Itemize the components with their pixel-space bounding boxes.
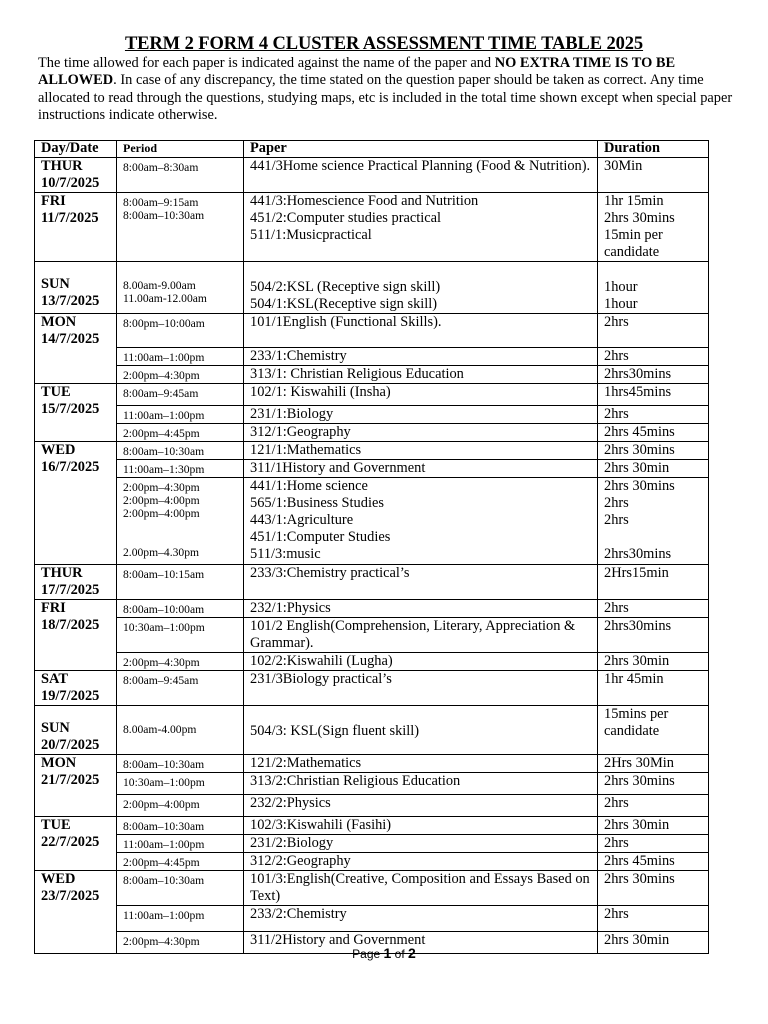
duration-cell — [598, 773, 709, 795]
paper-text: 504/2:KSL (Receptive sign skill) — [250, 279, 441, 295]
duration-cell — [598, 348, 709, 366]
duration-text: 15mins per candidate — [604, 706, 669, 739]
period-cell — [117, 653, 244, 671]
duration-text: 1hr 45min — [604, 671, 664, 687]
header-day-date: Day/Date — [35, 141, 117, 158]
duration-cell — [598, 600, 709, 618]
duration-text: 2hrs 30mins — [604, 773, 675, 789]
day-date-text: SUN — [41, 720, 70, 736]
period-cell — [117, 773, 244, 795]
period-text: 2:00pm–4:30pm — [123, 481, 200, 494]
paper-text: 313/1: Christian Religious Education — [250, 366, 464, 382]
duration-text: 2hrs 30min — [604, 460, 670, 476]
duration-text: 2hrs30mins — [604, 366, 672, 382]
table-row — [35, 424, 709, 442]
period-text: 8:00am–9:15am — [123, 196, 199, 209]
table-row — [35, 478, 709, 565]
paper-text: 102/1: Kiswahili (Insha) — [250, 384, 391, 400]
day-date-text: FRI — [41, 600, 66, 616]
timetable — [34, 140, 709, 954]
duration-cell — [598, 795, 709, 817]
duration-text: 2hrs 30mins — [604, 210, 675, 226]
duration-cell — [598, 478, 709, 565]
duration-text: 1hrs45mins — [604, 384, 672, 400]
day-date-text: 22/7/2025 — [41, 834, 100, 850]
period-text — [123, 533, 243, 546]
duration-text: 1hour — [604, 296, 638, 312]
header-period: Period — [117, 141, 244, 158]
period-cell — [117, 853, 244, 871]
period-text: 8.00am-4.00pm — [123, 723, 197, 736]
table-row — [35, 314, 709, 348]
paper-text: 441/1:Home science — [250, 478, 368, 494]
day-date-text: 20/7/2025 — [41, 737, 100, 753]
period-text: 11:00am–1:00pm — [123, 838, 205, 851]
period-text: 11.00am-12.00am — [123, 292, 207, 305]
table-row — [35, 600, 709, 618]
period-text: 8:00am–10:30am — [123, 445, 205, 458]
paper-text: 312/1:Geography — [250, 424, 351, 440]
period-cell — [117, 406, 244, 424]
paper-text: 504/1:KSL(Receptive sign skill) — [250, 296, 438, 312]
paper-cell — [244, 406, 598, 424]
timetable-body — [35, 158, 709, 954]
day-date-text: WED — [41, 871, 76, 887]
period-cell — [117, 442, 244, 460]
table-row — [35, 706, 709, 755]
table-row — [35, 348, 709, 366]
day-date-cell — [35, 442, 117, 565]
duration-cell — [598, 193, 709, 262]
footer-of-word: of — [391, 947, 409, 961]
table-row — [35, 871, 709, 906]
paper-text: 233/1:Chemistry — [250, 348, 347, 364]
duration-text: 2hrs — [604, 314, 629, 330]
period-text: 2:00pm–4:45pm — [123, 856, 200, 869]
day-date-text: 14/7/2025 — [41, 331, 100, 347]
document-title: TERM 2 FORM 4 CLUSTER ASSESSMENT TIME TABLE 2025 — [124, 34, 644, 54]
paper-cell — [244, 618, 598, 653]
table-row — [35, 384, 709, 406]
day-date-text: SUN — [41, 276, 70, 292]
duration-cell — [598, 653, 709, 671]
duration-text: 2hrs30mins — [604, 546, 672, 562]
duration-cell — [598, 871, 709, 906]
day-date-text: MON — [41, 314, 77, 330]
duration-cell — [598, 406, 709, 424]
paper-cell — [244, 424, 598, 442]
instructions-paragraph — [38, 55, 738, 124]
table-row — [35, 158, 709, 193]
duration-cell — [598, 384, 709, 406]
duration-text: 30Min — [604, 158, 643, 174]
day-date-text: THUR — [41, 565, 83, 581]
period-text: 2:00pm–4:30pm — [123, 935, 200, 948]
table-row — [35, 853, 709, 871]
duration-text: 2hrs — [604, 906, 629, 922]
duration-cell — [598, 366, 709, 384]
period-text: 11:00am–1:00pm — [123, 409, 205, 422]
day-date-text: 23/7/2025 — [41, 888, 100, 904]
duration-text: 2hrs — [604, 512, 629, 528]
period-text: 8:00am–10:15am — [123, 568, 205, 581]
period-cell — [117, 193, 244, 262]
period-text: 8:00pm–10:00am — [123, 317, 205, 330]
duration-text: 2hrs 30min — [604, 817, 670, 833]
day-date-cell — [35, 565, 117, 600]
period-text: 8:00am–9:45am — [123, 674, 199, 687]
paper-text: 511/3:music — [250, 546, 321, 562]
day-date-text: 15/7/2025 — [41, 401, 100, 417]
paper-cell — [244, 653, 598, 671]
period-cell — [117, 795, 244, 817]
period-text: 2:00pm–4:45pm — [123, 427, 200, 440]
instructions-bold-text: NO EXTRA TIME IS TO BE ALLOWED — [38, 55, 676, 89]
period-text: 10:30am–1:00pm — [123, 621, 205, 634]
period-text: 8:00am–10:30am — [123, 758, 205, 771]
period-cell — [117, 424, 244, 442]
day-date-text: 19/7/2025 — [41, 688, 100, 704]
period-cell — [117, 835, 244, 853]
paper-cell — [244, 193, 598, 262]
paper-text: 233/3:Chemistry practical’s — [250, 565, 410, 581]
duration-text: 2hrs — [604, 835, 629, 851]
instructions-text-2: . In case of any discrepancy, the time stated on the question paper should be taken as correct. Any time allocated to read through the questions, studying maps, etc is included in the total time shown except when special paper instructions indicate otherwise. — [38, 72, 733, 123]
paper-cell — [244, 460, 598, 478]
paper-text: 231/3Biology practical’s — [250, 671, 392, 687]
day-date-cell — [35, 384, 117, 442]
table-row — [35, 755, 709, 773]
period-cell — [117, 478, 244, 565]
paper-text: 233/2:Chemistry — [250, 906, 347, 922]
duration-text: 2hrs 45mins — [604, 853, 675, 869]
paper-cell — [244, 158, 598, 193]
day-date-text: TUE — [41, 817, 71, 833]
paper-cell — [244, 795, 598, 817]
paper-text: 121/2:Mathematics — [250, 755, 362, 771]
period-text: 10:30am–1:00pm — [123, 776, 205, 789]
paper-text: 121/1:Mathematics — [250, 442, 362, 458]
day-date-text: 17/7/2025 — [41, 582, 100, 598]
duration-cell — [598, 158, 709, 193]
period-cell — [117, 706, 244, 755]
table-row — [35, 565, 709, 600]
paper-cell — [244, 773, 598, 795]
paper-text: 504/3: KSL(Sign fluent skill) — [250, 723, 420, 739]
table-row — [35, 835, 709, 853]
paper-text: 231/2:Biology — [250, 835, 334, 851]
duration-text: 2hrs — [604, 406, 629, 422]
duration-cell — [598, 262, 709, 314]
day-date-text: MON — [41, 755, 77, 771]
period-cell — [117, 158, 244, 193]
duration-text — [604, 529, 708, 546]
timetable-header-row — [35, 141, 709, 158]
paper-text: 101/1English (Functional Skills). — [250, 314, 442, 330]
period-cell — [117, 755, 244, 773]
day-date-text: THUR — [41, 158, 83, 174]
period-text: 2:00pm–4:30pm — [123, 369, 200, 382]
duration-cell — [598, 755, 709, 773]
paper-cell — [244, 384, 598, 406]
period-cell — [117, 906, 244, 932]
day-date-cell — [35, 706, 117, 755]
paper-cell — [244, 442, 598, 460]
paper-cell — [244, 817, 598, 835]
table-row — [35, 406, 709, 424]
period-cell — [117, 565, 244, 600]
duration-text: 15min per candidate — [604, 227, 663, 260]
period-cell — [117, 871, 244, 906]
period-text: 8:00am–9:45am — [123, 387, 199, 400]
period-cell — [117, 366, 244, 384]
period-text: 11:00am–1:00pm — [123, 351, 205, 364]
paper-text: 102/2:Kiswahili (Lugha) — [250, 653, 393, 669]
period-text: 8:00am–10:30am — [123, 874, 205, 887]
paper-text: 313/2:Christian Religious Education — [250, 773, 461, 789]
day-date-cell — [35, 314, 117, 384]
paper-cell — [244, 565, 598, 600]
duration-text: 2hrs 30min — [604, 653, 670, 669]
duration-cell — [598, 671, 709, 706]
paper-cell — [244, 755, 598, 773]
paper-cell — [244, 314, 598, 348]
duration-text: 2hrs — [604, 495, 629, 511]
instructions-text-1: The time allowed for each paper is indicated against the name of the paper and — [38, 55, 495, 71]
duration-cell — [598, 442, 709, 460]
paper-cell — [244, 600, 598, 618]
footer-page-word: Page — [352, 947, 384, 961]
paper-text: 511/1:Musicpractical — [250, 227, 372, 243]
period-text: 8:00am–10:30am — [123, 209, 205, 222]
duration-text: 2Hrs15min — [604, 565, 669, 581]
period-text — [123, 520, 243, 533]
day-date-cell — [35, 262, 117, 314]
paper-text: 451/2:Computer studies practical — [250, 210, 442, 226]
period-text: 8.00am-9.00am — [123, 279, 196, 292]
duration-cell — [598, 835, 709, 853]
day-date-text: TUE — [41, 384, 71, 400]
day-date-text: 21/7/2025 — [41, 772, 100, 788]
paper-text: 102/3:Kiswahili (Fasihi) — [250, 817, 392, 833]
duration-text: 2hrs — [604, 348, 629, 364]
duration-text: 2hrs — [604, 600, 629, 616]
paper-cell — [244, 262, 598, 314]
duration-cell — [598, 853, 709, 871]
table-row — [35, 262, 709, 314]
day-date-cell — [35, 871, 117, 954]
table-row — [35, 906, 709, 932]
period-cell — [117, 618, 244, 653]
table-row — [35, 773, 709, 795]
period-text: 2:00pm–4:00pm — [123, 798, 200, 811]
table-row — [35, 618, 709, 653]
day-date-cell — [35, 817, 117, 871]
table-row — [35, 193, 709, 262]
duration-cell — [598, 706, 709, 755]
period-cell — [117, 671, 244, 706]
paper-text: 451/1:Computer Studies — [250, 529, 391, 545]
footer-page-total: 2 — [408, 945, 416, 961]
day-date-cell — [35, 158, 117, 193]
duration-cell — [598, 314, 709, 348]
period-text: 11:00am–1:30pm — [123, 463, 205, 476]
duration-cell — [598, 460, 709, 478]
period-cell — [117, 348, 244, 366]
paper-text: 311/2History and Government — [250, 932, 426, 948]
paper-cell — [244, 478, 598, 565]
period-text: 8:00am–10:30am — [123, 820, 205, 833]
table-row — [35, 653, 709, 671]
period-text: 2:00pm–4:00pm — [123, 507, 200, 520]
table-row — [35, 795, 709, 817]
period-text: 11:00am–1:00pm — [123, 909, 205, 922]
duration-cell — [598, 565, 709, 600]
duration-text: 2Hrs 30Min — [604, 755, 674, 771]
paper-cell — [244, 366, 598, 384]
footer-page-number: 1 — [383, 945, 392, 961]
paper-text: 312/2:Geography — [250, 853, 351, 869]
page-footer — [0, 945, 768, 961]
paper-cell — [244, 871, 598, 906]
duration-text: 2hrs 30mins — [604, 871, 675, 887]
paper-cell — [244, 853, 598, 871]
day-date-text: 18/7/2025 — [41, 617, 100, 633]
period-cell — [117, 600, 244, 618]
paper-text: 441/3:Homescience Food and Nutrition — [250, 193, 479, 209]
table-row — [35, 366, 709, 384]
paper-cell — [244, 348, 598, 366]
paper-text: 565/1:Business Studies — [250, 495, 384, 511]
paper-text: 232/1:Physics — [250, 600, 331, 616]
duration-cell — [598, 424, 709, 442]
paper-cell — [244, 671, 598, 706]
period-cell — [117, 262, 244, 314]
period-cell — [117, 460, 244, 478]
table-row — [35, 671, 709, 706]
duration-text: 2hrs 30min — [604, 932, 670, 948]
period-text: 8:00am–8:30am — [123, 161, 199, 174]
paper-text: 231/1:Biology — [250, 406, 334, 422]
period-text: 2:00pm–4:00pm — [123, 494, 200, 507]
day-date-text: 10/7/2025 — [41, 175, 100, 191]
day-date-text: SAT — [41, 671, 68, 687]
duration-text: 2hrs 30mins — [604, 442, 675, 458]
day-date-text: 11/7/2025 — [41, 210, 99, 226]
day-date-cell — [35, 671, 117, 706]
period-text: 2.00pm–4.30pm — [123, 546, 200, 559]
period-text: 8:00am–10:00am — [123, 603, 205, 616]
table-row — [35, 442, 709, 460]
duration-text: 2hrs30mins — [604, 618, 672, 634]
paper-cell — [244, 706, 598, 755]
header-duration: Duration — [598, 141, 709, 158]
duration-text: 1hr 15min — [604, 193, 664, 209]
header-paper: Paper — [244, 141, 598, 158]
duration-text: 2hrs 45mins — [604, 424, 675, 440]
day-date-text: FRI — [41, 193, 66, 209]
paper-text: 232/2:Physics — [250, 795, 331, 811]
paper-text: 101/3:English(Creative, Composition and Essays Based on Text) — [250, 871, 590, 904]
period-cell — [117, 817, 244, 835]
period-text: 2:00pm–4:30pm — [123, 656, 200, 669]
paper-text: 441/3Home science Practical Planning (Food & Nutrition). — [250, 158, 591, 174]
day-date-text: 13/7/2025 — [41, 293, 100, 309]
day-date-cell — [35, 755, 117, 817]
period-cell — [117, 384, 244, 406]
paper-cell — [244, 835, 598, 853]
day-date-cell — [35, 600, 117, 671]
paper-text: 443/1:Agriculture — [250, 512, 354, 528]
table-row — [35, 460, 709, 478]
day-date-cell — [35, 193, 117, 262]
period-cell — [117, 314, 244, 348]
duration-text: 2hrs 30mins — [604, 478, 675, 494]
paper-cell — [244, 906, 598, 932]
duration-cell — [598, 906, 709, 932]
duration-text: 1hour — [604, 279, 638, 295]
duration-text: 2hrs — [604, 795, 629, 811]
paper-text: 101/2 English(Comprehension, Literary, Appreciation & Grammar). — [250, 618, 576, 651]
day-date-text: WED — [41, 442, 76, 458]
duration-cell — [598, 618, 709, 653]
table-row — [35, 817, 709, 835]
paper-text: 311/1History and Government — [250, 460, 426, 476]
duration-cell — [598, 817, 709, 835]
day-date-text: 16/7/2025 — [41, 459, 100, 475]
